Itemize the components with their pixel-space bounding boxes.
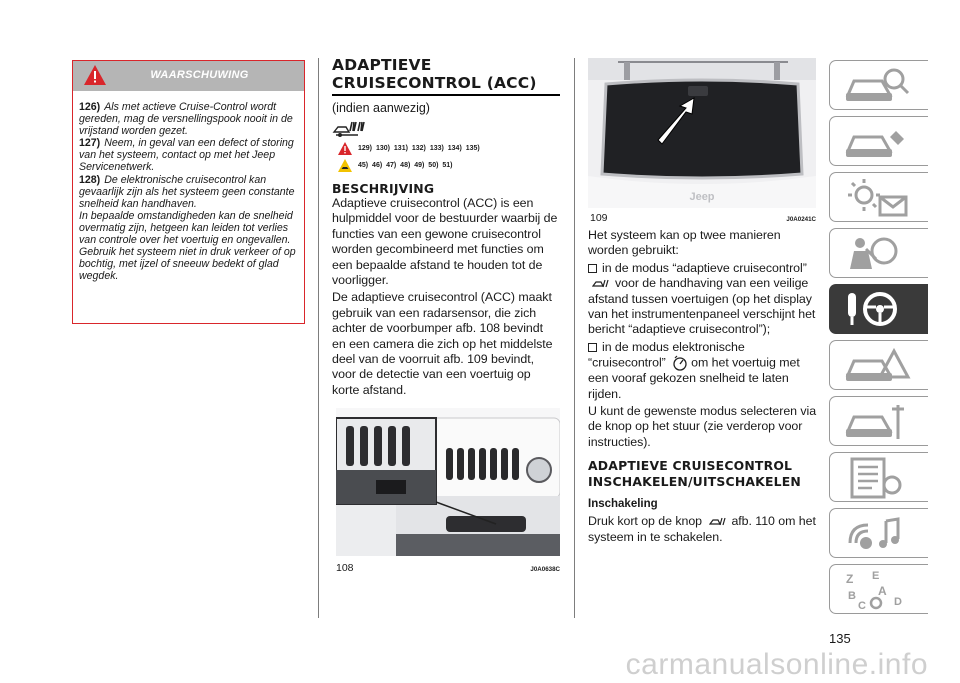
usage-bullet-1 xyxy=(588,261,818,338)
description-paragraph-2: De adaptieve cruisecontrol (ACC) maakt gebruik van een radarsensor, die zich achter de voorbumper afb. 108 bevindt en een camera die zich op het middelste deel van de voorruit afb. 109 bevindt, voor de detectie van een voertuig op korte afstand. xyxy=(332,290,553,397)
figure-109-caption xyxy=(590,212,816,224)
tab-technical-data[interactable] xyxy=(829,452,928,502)
warning-note-127 xyxy=(79,137,298,173)
description-paragraph-1: Adaptieve cruisecontrol (ACC) is een hulpmiddel voor de bestuurder waarbij de functies van een gewone cruisecontrol worden gecombineerd met functies om een bepaalde afstand te houden tot de voorligger. xyxy=(332,196,558,288)
note-text: De elektronische cruisecontrol kan gevaarlijk zijn als het systeem geen constante snelheid kan handhaven. xyxy=(79,173,295,210)
caution-refs-row xyxy=(338,157,560,174)
svg-text:Z: Z xyxy=(846,572,854,586)
cruise-control-icon xyxy=(672,355,688,371)
middle-column xyxy=(332,56,560,398)
warning-lights-icon xyxy=(842,177,914,219)
enable-disable-heading xyxy=(588,458,818,490)
note-text: Neem, in geval van een defect of storing van het systeem, contact op met het Jeep Servicenetwerk. xyxy=(79,137,294,174)
tab-maintenance[interactable] xyxy=(829,396,928,446)
svg-text:C: C xyxy=(858,600,866,611)
warning-body xyxy=(73,91,304,282)
acc-car-icon xyxy=(332,118,372,140)
usage-bullet-2 xyxy=(588,340,818,402)
figure-number: 109 xyxy=(590,212,608,224)
activation-text: Druk kort op de knop xyxy=(588,514,703,529)
usage-intro: Het systeem kan op twee manieren worden gebruikt: xyxy=(588,228,781,258)
multimedia-icon xyxy=(842,513,914,555)
figure-code: J0A0241C xyxy=(786,216,816,223)
figure-code: J0A0638C xyxy=(530,566,560,573)
note-number: 127) xyxy=(79,137,101,150)
warning-note-128 xyxy=(79,174,298,210)
front-bumper-illustration xyxy=(336,408,560,556)
figure-108-image xyxy=(336,408,560,556)
section-subtitle: (indien aanwezig) xyxy=(332,101,430,115)
safety-airbag-icon xyxy=(842,233,914,275)
watermark: carmanualsonline.info xyxy=(625,648,928,681)
activation-text-cont: afb. 110 om het systeem in te schakelen. xyxy=(588,514,816,544)
acc-symbol-icon xyxy=(709,516,727,528)
right-column xyxy=(588,228,818,545)
bullet-1-text-cont: voor de handhaving van een veilige afstand tussen voertuigen (op het display van het instrumentenpaneel verschijnt het bericht “adaptieve cruisecontrol”); xyxy=(588,276,816,337)
column-divider xyxy=(318,58,319,618)
warning-refs-row xyxy=(338,140,560,157)
section-title-line2: CRUISECONTROL (ACC) xyxy=(332,74,537,92)
tab-warning-lights[interactable] xyxy=(829,172,928,222)
svg-text:B: B xyxy=(848,590,856,602)
select-mode-paragraph: U kunt de gewenste modus selecteren via de knop op het stuur (zie verderop voor instructies). xyxy=(588,404,817,449)
steering-wheel-key-icon xyxy=(842,289,914,331)
enable-heading-line1: ADAPTIEVE CRUISECONTROL xyxy=(588,458,793,474)
figure-109-image xyxy=(588,58,816,208)
warning-note-128-extra: In bepaalde omstandigheden kan de snelheid overmatig zijn, hetgeen kan leiden tot verlies van controle over het voertuig en ongevallen. Gebruik het systeem niet in druk verkeer of op bochtig, met ijzel of sneeuw bedekt of glad wegdek. xyxy=(79,209,296,283)
warning-box xyxy=(72,60,305,324)
warning-title: WAARSCHUWING xyxy=(150,69,249,81)
tab-starting-driving[interactable] xyxy=(829,284,928,334)
windshield-camera-illustration xyxy=(588,58,816,208)
description-heading: BESCHRIJVING xyxy=(332,181,435,196)
tab-safety[interactable] xyxy=(829,228,928,278)
bullet-2-text: in de modus elektronische “cruisecontrol” xyxy=(588,339,745,370)
note-text: Als met actieve Cruise-Control wordt gereden, mag de versnellingspook nooit in de vrijstand worden gezet. xyxy=(79,101,293,138)
enable-heading-line2: INSCHAKELEN/UITSCHAKELEN xyxy=(588,474,801,490)
car-info-icon xyxy=(842,121,914,163)
note-number: 128) xyxy=(79,173,101,186)
tab-dashboard[interactable] xyxy=(829,60,928,110)
activation-subheading: Inschakeling xyxy=(588,498,658,511)
title-underline xyxy=(332,94,560,96)
emergency-icon xyxy=(842,345,914,387)
tab-vehicle-knowledge[interactable] xyxy=(829,116,928,166)
figure-number: 108 xyxy=(336,562,354,574)
figure-108-caption xyxy=(336,562,560,574)
section-title-line1: ADAPTIEVE xyxy=(332,56,432,74)
warning-note-126 xyxy=(79,101,298,137)
alphabetical-index-icon xyxy=(842,569,914,611)
caution-triangle-icon xyxy=(338,159,352,172)
svg-text:D: D xyxy=(894,596,902,608)
warning-header xyxy=(73,61,304,91)
tab-index[interactable] xyxy=(829,564,928,614)
acc-symbol xyxy=(332,118,560,140)
technical-data-icon xyxy=(842,457,914,499)
svg-text:Jeep: Jeep xyxy=(689,191,715,203)
bullet-1-text: in de modus “adaptieve cruisecontrol” xyxy=(602,260,807,275)
acc-symbol-icon xyxy=(592,278,610,290)
bullet-2-text-cont: om het voertuig met een vooraf gekozen snelheid te laten rijden. xyxy=(588,355,800,401)
tab-emergency[interactable] xyxy=(829,340,928,390)
warning-triangle-icon xyxy=(338,142,352,155)
car-dashboard-icon xyxy=(842,65,914,107)
svg-text:E: E xyxy=(872,570,880,582)
bullet-box-icon xyxy=(588,264,597,273)
column-divider xyxy=(574,58,575,618)
warning-references: 129) 130) 131) 132) 133) 134) 135) xyxy=(358,145,480,152)
svg-text:A: A xyxy=(878,584,887,598)
section-title xyxy=(332,56,560,92)
bullet-box-icon xyxy=(588,343,597,352)
caution-references: 45) 46) 47) 48) 49) 50) 51) xyxy=(358,162,453,169)
page-number: 135 xyxy=(829,631,851,646)
activation-paragraph xyxy=(588,514,818,545)
note-number: 126) xyxy=(79,101,101,113)
tab-multimedia[interactable] xyxy=(829,508,928,558)
car-maintenance-icon xyxy=(842,401,914,443)
